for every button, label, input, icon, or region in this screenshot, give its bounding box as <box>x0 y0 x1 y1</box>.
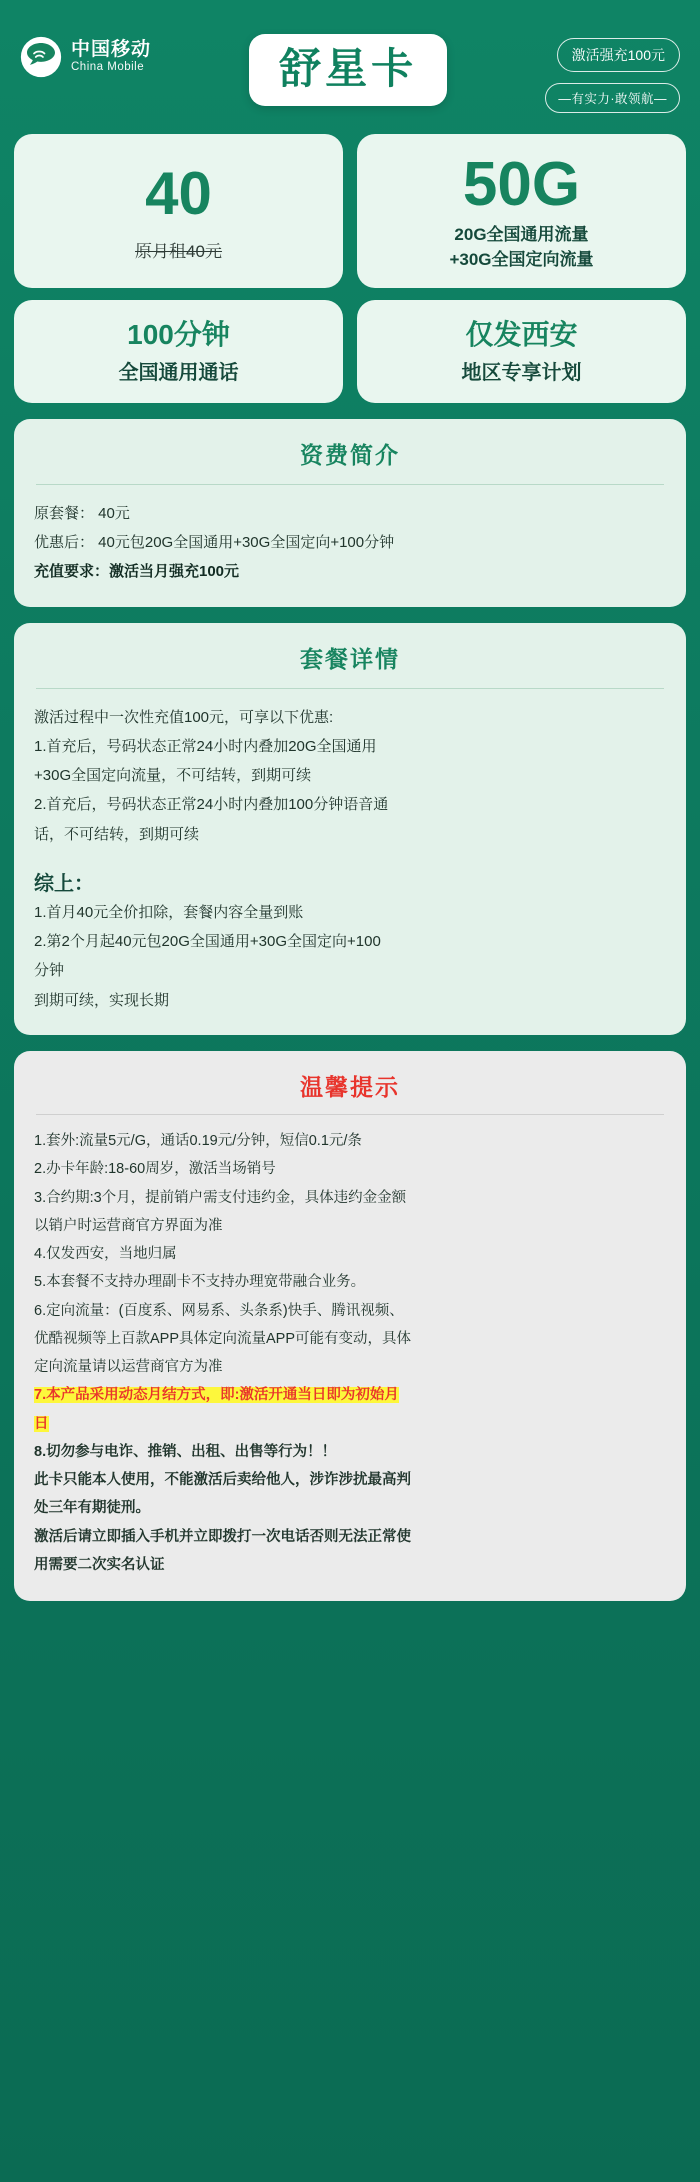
package-detail-panel <box>14 623 686 1035</box>
detail-line-0: 激活过程中一次性充值100元，可享以下优惠: <box>34 708 334 726</box>
summary-line-2: 分钟 <box>34 962 65 980</box>
area-subtitle: 地区专享计划 <box>461 361 582 384</box>
page-title: 舒星卡 <box>279 45 418 92</box>
tip-warning-line-1: 此卡只能本人使用，不能激活后卖给他人，涉诈涉扰最高判 <box>34 1472 411 1489</box>
package-detail-title: 套餐详情 <box>300 645 400 672</box>
data-line-directed: +30G全国定向流量 <box>449 249 594 269</box>
brand-name-cn: 中国移动 <box>71 39 152 61</box>
voice-value: 100分钟 <box>127 319 230 351</box>
page-header <box>14 14 686 124</box>
divider <box>36 1114 664 1115</box>
data-value: 50G <box>462 150 581 219</box>
detail-line-4: 话，不可结转，到期可续 <box>34 825 200 843</box>
tip-warning-line-2: 处三年有期徒刑。 <box>34 1500 150 1517</box>
price-value: 40 <box>145 160 212 228</box>
tip-warning-line-3: 激活后请立即插入手机并立即拨打一次电话否则无法正常使 <box>34 1528 411 1545</box>
tip-line-5: 5.本套餐不支持办理副卡不支持办理宽带融合业务。 <box>34 1274 366 1291</box>
tip-line-2: 3.合约期:3个月，提前销户需支付违约金，具体违约金金额 <box>34 1189 407 1206</box>
price-original-label: 原月租40元 <box>135 242 222 262</box>
badge-slogan: —有实力·敢领航— <box>545 83 680 113</box>
divider <box>36 484 664 485</box>
tip-line-4: 4.仅发西安，当地归属 <box>34 1246 177 1263</box>
badge-activation-topup: 激活强充100元 <box>557 38 680 72</box>
detail-line-1: 1.首充后，号码状态正常24小时内叠加20G全国通用 <box>34 737 377 755</box>
tip-line-3: 以销户时运营商官方界面为准 <box>34 1217 223 1234</box>
data-line-general: 20G全国通用流量 <box>454 225 589 245</box>
tip-line-8: 定向流量请以运营商官方为准 <box>34 1359 223 1376</box>
area-value: 仅发西安 <box>465 319 578 351</box>
voice-subtitle: 全国通用通话 <box>118 361 239 384</box>
fee-line-topup-requirement: 充值要求：激活当月强充100元 <box>34 563 240 581</box>
card-data-allowance <box>357 134 686 288</box>
fee-intro-panel <box>14 419 686 607</box>
warm-tips-title: 温馨提示 <box>300 1073 400 1100</box>
brand-text <box>71 39 151 74</box>
summary-line-0: 1.首月40元全价扣除，套餐内容全量到账 <box>34 903 304 921</box>
tip-line-1: 2.办卡年龄:18-60周岁，激活当场销号 <box>34 1161 276 1178</box>
brand-block <box>20 22 151 78</box>
data-breakdown <box>449 223 593 272</box>
tip-line-0: 1.套外:流量5元/G，通话0.19元/分钟，短信0.1元/条 <box>34 1132 362 1149</box>
feature-cards-row-2 <box>14 300 686 403</box>
summary-line-3: 到期可续，实现长期 <box>34 991 170 1009</box>
warm-tips-panel <box>14 1051 686 1601</box>
china-mobile-logo-icon <box>20 36 62 78</box>
tip-highlight-line-0: 7.本产品采用动态月结方式，即:激活开通当日即为初始月 <box>34 1387 399 1404</box>
header-badges <box>545 22 680 113</box>
tip-line-6: 6.定向流量：(百度系、网易系、头条系)快手、腾讯视频、 <box>34 1302 404 1319</box>
summary-heading: 综上： <box>34 872 94 895</box>
tip-highlight-line-1: 日 <box>34 1415 49 1432</box>
tip-line-7: 优酷视频等上百款APP具体定向流量APP可能有变动，具体 <box>34 1330 412 1347</box>
card-monthly-price <box>14 134 343 288</box>
detail-line-2: +30G全国定向流量，不可结转，到期可续 <box>34 767 312 785</box>
card-voice-minutes <box>14 300 343 403</box>
detail-line-3: 2.首充后，号码状态正常24小时内叠加100分钟语音通 <box>34 796 389 814</box>
tip-warning-line-0: 8.切勿参与电诈、推销、出租、出售等行为！！ <box>34 1443 337 1460</box>
fee-intro-title: 资费简介 <box>300 441 400 468</box>
fee-line-original: 原套餐： 40元 <box>34 504 130 522</box>
brand-name-en: China Mobile <box>71 61 145 74</box>
fee-line-discounted: 优惠后： 40元包20G全国通用+30G全国定向+100分钟 <box>34 534 395 552</box>
feature-cards-row-1 <box>14 134 686 288</box>
tip-warning-line-4: 用需要二次实名认证 <box>34 1556 165 1573</box>
summary-line-1: 2.第2个月起40元包20G全国通用+30G全国定向+100 <box>34 933 381 951</box>
product-title-badge <box>249 34 447 106</box>
divider <box>36 688 664 689</box>
card-service-area <box>357 300 686 403</box>
